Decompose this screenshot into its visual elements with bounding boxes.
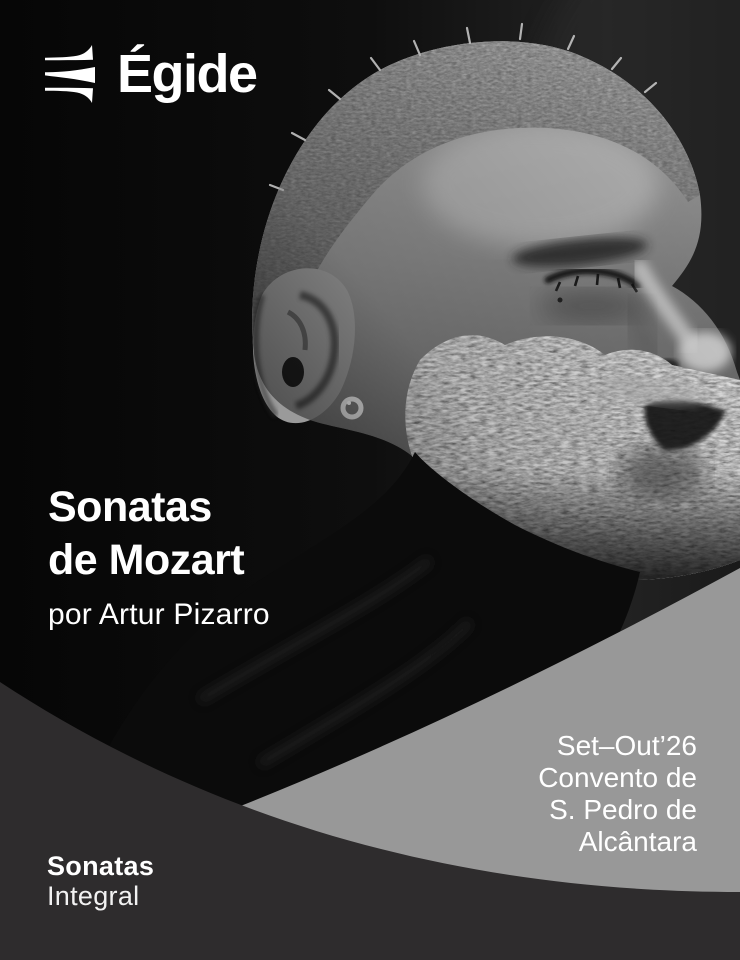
brand-logo: [45, 45, 257, 103]
event-venue-line: Alcântara: [578, 826, 697, 857]
series-edition: Integral: [47, 881, 140, 911]
event-venue-line: S. Pedro de: [549, 794, 697, 825]
title-byline: por Artur Pizarro: [48, 598, 270, 631]
event-dates: Set–Out’26: [556, 730, 697, 761]
event-block: [538, 730, 697, 858]
series-name: Sonatas: [47, 851, 155, 881]
event-venue-line: Convento de: [538, 762, 697, 793]
title-line-2: de Mozart: [48, 536, 245, 584]
egide-logo-icon: [45, 45, 95, 103]
title-block: [48, 481, 270, 634]
series-block: [47, 851, 154, 911]
brand-name: Égide: [117, 44, 257, 104]
title-line-1: Sonatas: [48, 483, 212, 531]
